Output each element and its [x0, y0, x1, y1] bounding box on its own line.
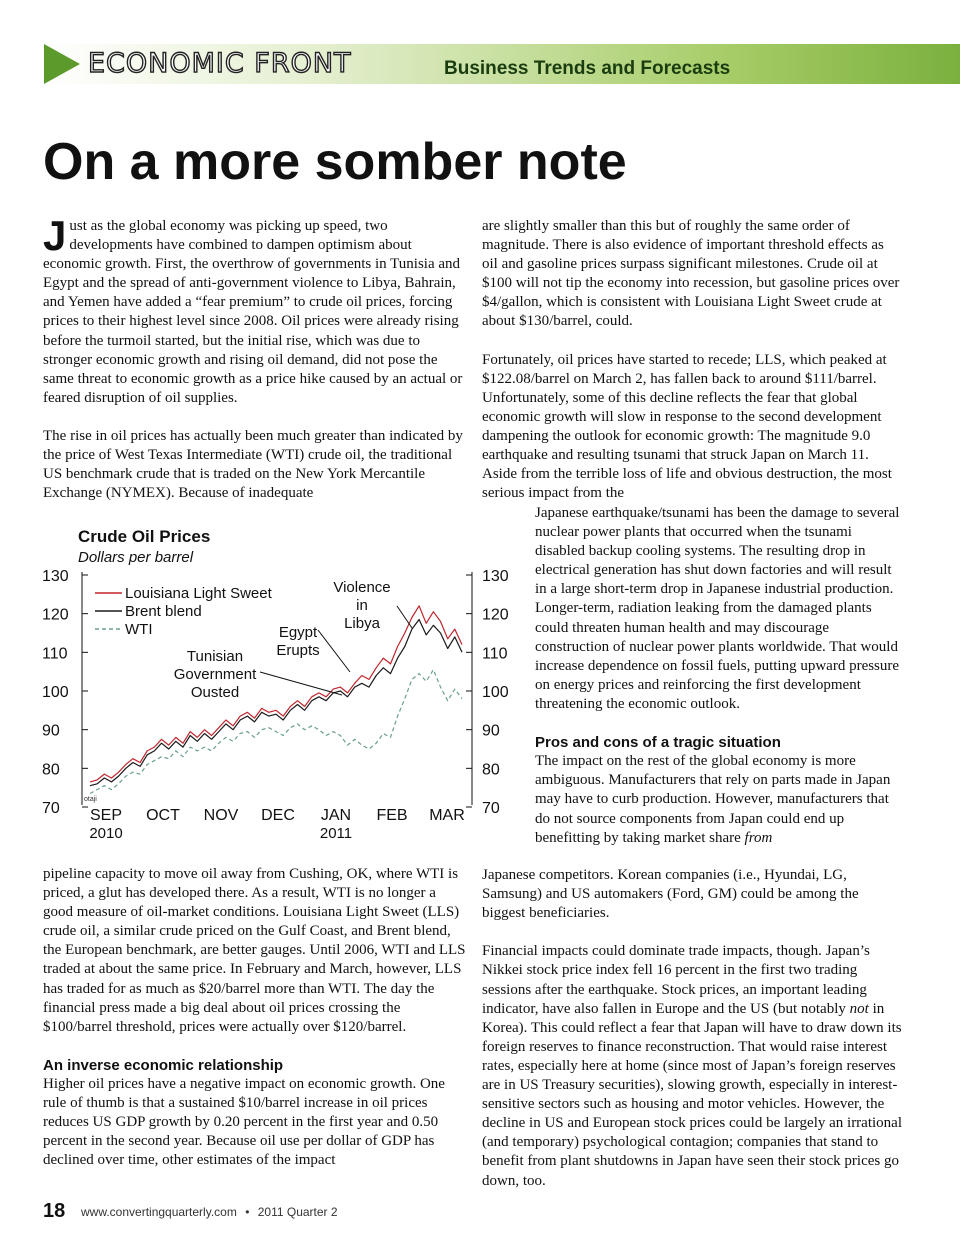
annotation-pointer	[260, 672, 342, 695]
chart-title: Crude Oil Prices	[78, 527, 211, 546]
x-year-label: 2010	[89, 825, 123, 842]
paragraph: are slightly smaller than this but of roughly the same order of magnitude. There is also evidence of important threshold effects as oil and gasoline prices surpass significant milestones. Crude oil at $100 will not tip the economy into recession, but gasoline prices over $4/gallon, which is consistent with Louisiana Light Sweet crude at about $130/barrel, could.	[482, 218, 900, 330]
x-tick-label: OCT	[146, 807, 180, 824]
paragraph: The rise in oil prices has actually been much greater than indicated by the price of West Texas Intermediate (WTI) crude oil, the traditional US benchmark crude that is traded on the New York Mercantile Exchange (NYMEX). Because of inadequate	[43, 428, 463, 502]
paragraph-text: Financial impacts could dominate trade impacts, though. Japan’s Nikkei stock price index fell 16 percent in the first two trading sessions after the earthquake. Stock prices, an important leading indicator, have also fallen in Europe and the US (but notably	[482, 943, 870, 1017]
chart-subtitle: Dollars per barrel	[78, 549, 194, 566]
drop-cap: J	[43, 212, 67, 259]
y-tick-label: 100	[42, 684, 69, 701]
annotation-text: Tunisian	[186, 648, 244, 665]
footer-bullet: •	[245, 1205, 250, 1219]
section-subtitle: Business Trends and Forecasts	[444, 58, 731, 79]
paragraph: Japanese competitors. Korean companies (i.e., Hyundai, LG, Samsung) and US automakers (Ford, GM) could be among the biggest beneficiaries.	[482, 867, 859, 922]
y-tick-label: 70	[42, 800, 60, 817]
y-tick-label: 130	[482, 568, 509, 585]
paragraph: Fortunately, oil prices have started to recede; LLS, which peaked at $122.08/barrel on March 2, has fallen back to around $111/barrel. Unfortunately, some of this decline reflects the fear that global economic growth will slow in response to the second development dampening the outlook for economic growth: The magnitude 9.0 earthquake and resulting tsunami that struck Japan on March 11. Aside from the terrible loss of life and obvious destruction, the most serious impact from the	[482, 351, 892, 502]
series-line-wti	[90, 670, 462, 794]
y-tick-label: 120	[42, 606, 69, 624]
y-tick-label: 70	[482, 800, 500, 817]
x-year-label: 2011	[319, 825, 353, 842]
subhead: An inverse economic relationship	[43, 1056, 284, 1074]
paragraph-text: ust as the global economy was picking up speed, two developments have combined to dampen optimism about economic growth. First, the overthrow of governments in Tunisia and Egypt and the spread of anti-government violence to Libya, Bahrain, and Yemen have added a “fear premium” to crude oil prices, forcing prices to their highest level since 2008. Oil prices were already rising before the turmoil started, but the initial rise, which was due to stronger economic growth and rising oil demand, did not pose the same threat to economic growth as a price hike caused by an actual or feared disruption of oil supplies.	[43, 218, 463, 406]
right-column-inset	[535, 504, 902, 848]
left-column-top	[43, 212, 468, 503]
paragraph	[535, 752, 902, 847]
annotation-pointer	[318, 630, 350, 672]
annotation-text: Libya	[344, 615, 380, 632]
y-tick-label: 120	[482, 606, 509, 624]
y-tick-label: 80	[42, 761, 60, 779]
crude-oil-chart	[40, 520, 510, 860]
annotation-text: Egypt	[278, 624, 318, 641]
emphasis: not	[849, 1000, 869, 1017]
footer-credit	[81, 1204, 338, 1220]
x-tick-label: MAR	[429, 807, 465, 824]
section-title: ECONOMIC FRONT	[88, 48, 352, 79]
y-tick-label: 130	[42, 568, 69, 585]
annotation-libya	[333, 579, 412, 632]
paragraph	[43, 212, 468, 408]
paragraph	[482, 942, 902, 1190]
paragraph: Japanese earthquake/tsunami has been the damage to several nuclear power plants that occurred when the tsunami disabled backup cooling systems. The resulting drop in electrical generation has shut down factories and will result in a large short-term drop in Japanese industrial production. Longer-term, radiation leaking from the damaged plants could threaten human health and may discourage construction of nuclear power plants worldwide. That would increase dependence on fossil fuels, putting upward pressure on energy prices and reinforcing the first development threatening the economic outlook.	[535, 505, 900, 712]
paragraph: pipeline capacity to move oil away from Cushing, OK, where WTI is priced, a glut has developed there. As a result, WTI is no longer a good measure of oil-market conditions. Louisiana Light Sweet (LLS) crude oil, a similar crude priced on the Gulf Coast, and Brent blend, the European benchmark, are better gauges. Until 2006, WTI and LLS traded at about the same price. In February and March, however, LLS has traded for as much as $20/barrel more than WTI. The day the financial press made a big deal about oil prices crossing the $100/barrel threshold, prices were actually over $120/barrel.	[43, 866, 466, 1035]
legend-label: WTI	[125, 621, 153, 638]
subhead: Pros and cons of a tragic situation	[535, 734, 781, 752]
source-tag: otaji	[84, 796, 97, 803]
right-column-top	[482, 217, 902, 503]
annotation-text: Violence	[333, 579, 391, 596]
x-tick-label: FEB	[376, 807, 408, 824]
x-axis-labels	[90, 807, 465, 824]
x-tick-label: NOV	[203, 807, 239, 824]
annotation-egypt	[276, 624, 350, 672]
y-tick-label: 80	[482, 761, 500, 779]
paragraph-text: The impact on the rest of the global economy is more ambiguous. Manufacturers that rely on parts made in Japan may have to curb production. However, manufacturers that do not source components from Japan could end up benefitting by taking market share	[535, 753, 891, 846]
banner-arrow-icon	[44, 44, 80, 84]
annotation-text: Government	[173, 666, 257, 683]
annotation-text: Erupts	[276, 642, 320, 659]
right-column-bottom	[482, 866, 902, 1191]
legend-label: Brent blend	[125, 603, 202, 620]
y-tick-label: 90	[482, 722, 500, 740]
legend	[95, 585, 273, 638]
y-tick-label: 90	[42, 722, 60, 740]
left-column-bottom	[43, 865, 468, 1171]
footer-issue: 2011 Quarter 2	[257, 1205, 338, 1219]
paragraph: Higher oil prices have a negative impact on economic growth. One rule of thumb is that a sustained $10/barrel increase in oil prices reduces US GDP growth by 0.20 percent in the first year and 0.50 percent in the second year. Because oil use per dollar of GDP has declined over time, other estimates of the impact	[43, 1076, 445, 1169]
annotation-text: in	[356, 597, 368, 614]
x-tick-label: JAN	[320, 807, 352, 824]
y-tick-label: 100	[482, 684, 509, 701]
emphasis: from	[744, 829, 773, 846]
legend-label: Louisiana Light Sweet	[125, 585, 272, 602]
annotation-text: Ousted	[190, 684, 240, 701]
x-tick-label: DEC	[261, 807, 295, 824]
y-axis-left	[42, 568, 88, 817]
article-headline: On a more somber note	[43, 133, 627, 191]
page-number: 18	[43, 1200, 66, 1222]
x-tick-label: SEP	[89, 807, 123, 824]
footer-url: www.convertingquarterly.com	[81, 1205, 237, 1219]
y-tick-label: 110	[482, 645, 508, 663]
y-tick-label: 110	[42, 645, 68, 663]
annotation-pointer	[397, 606, 412, 628]
paragraph-text: in Korea). This could reflect a fear that Japan will have to draw down its foreign reserves to finance reconstruction. That would raise interest rates, especially here at home (since most of Japan’s foreign reserves are in US Treasury securities), slowing growth, especially in interest-sensitive sectors such as housing and motor vehicles. However, the decline in US and European stock prices could be largely an irrational (and temporary) psychological contagion; companies that stand to benefit from plant shutdowns in Japan have seen their stock prices go down, too.	[482, 1000, 902, 1189]
